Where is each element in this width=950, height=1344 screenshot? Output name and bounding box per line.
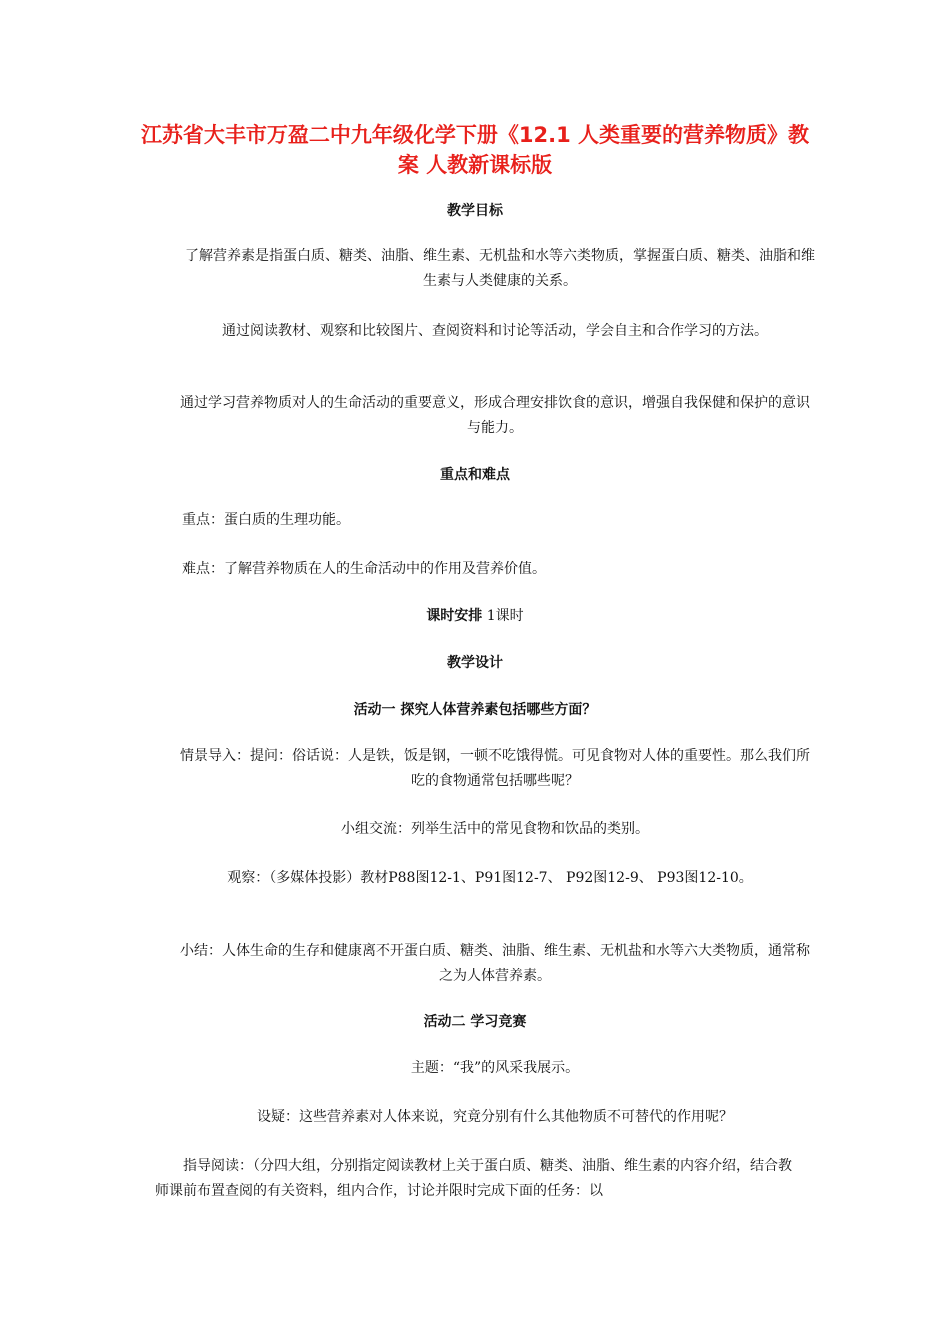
activity1-intro: 情景导入：提问：俗话说：人是铁，饭是钢，一顿不吃饿得慌。可见食物对人体的重要性。那么我们所吃的食物通常包括哪些呢？ <box>180 748 810 789</box>
activity2-guide: 指导阅读：（分四大组，分别指定阅读教材上关于蛋白质、糖类、油脂、维生素的内容介绍，结合教师课前布置查阅的有关资料，组内合作，讨论并限时完成下面的任务：以 <box>155 1158 792 1199</box>
design-heading: 教学设计 <box>447 655 503 671</box>
goal-3: 通过学习营养物质对人的生命活动的重要意义，形成合理安排饮食的意识，增强自我保健和保护的意识与能力。 <box>180 395 810 436</box>
schedule-value: 1课时 <box>482 608 524 624</box>
difficulty-text: 难点：了解营养物质在人的生命活动中的作用及营养价值。 <box>182 561 546 577</box>
goal-2: 通过阅读教材、观察和比较图片、查阅资料和讨论等活动，学会自主和合作学习的方法。 <box>222 323 768 339</box>
schedule-line <box>0 606 950 626</box>
activity1-heading: 活动一 探究人体营养素包括哪些方面？ <box>353 702 597 718</box>
goals-heading: 教学目标 <box>447 203 503 219</box>
activity1-summary: 小结：人体生命的生存和健康离不开蛋白质、糖类、油脂、维生素、无机盐和水等六大类物质，通常称之为人体营养素。 <box>180 943 810 984</box>
activity2-theme: 主题：“我”的风采我展示。 <box>410 1060 580 1076</box>
activity1-observe: 观察：（多媒体投影）教材P88图12-1、P91图12-7、 P92图12-9、 P93图12-10。 <box>227 870 753 886</box>
schedule-label: 课时安排 <box>426 608 483 624</box>
keypoint-text: 重点：蛋白质的生理功能。 <box>182 512 350 528</box>
activity2-question: 设疑：这些营养素对人体来说，究竟分别有什么其他物质不可替代的作用呢？ <box>257 1109 733 1125</box>
activity2-heading: 活动二 学习竞赛 <box>423 1014 527 1030</box>
activity1-group: 小组交流：列举生活中的常见食物和饮品的类别。 <box>341 821 649 837</box>
keypoints-heading: 重点和难点 <box>440 467 510 483</box>
goal-1: 了解营养素是指蛋白质、糖类、油脂、维生素、无机盐和水等六类物质，掌握蛋白质、糖类、油脂和维生素与人类健康的关系。 <box>185 248 815 289</box>
document-title: 江苏省大丰市万盈二中九年级化学下册《12.1 人类重要的营养物质》教案 人教新课标版 <box>140 123 810 177</box>
